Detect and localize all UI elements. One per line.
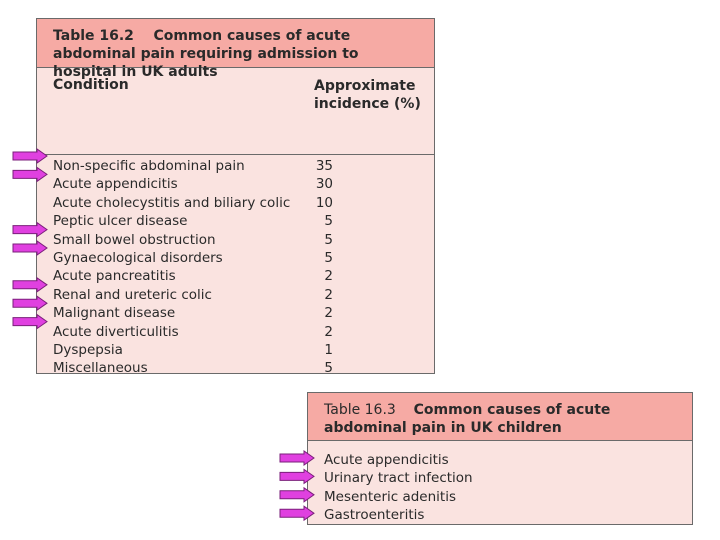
incidence-value: 2 bbox=[324, 305, 333, 322]
condition-name: Acute cholecystitis and biliary colic bbox=[53, 194, 291, 211]
table-row bbox=[37, 304, 434, 322]
condition-name: Acute diverticulitis bbox=[53, 323, 179, 340]
table-row bbox=[308, 488, 692, 506]
table-row bbox=[37, 212, 434, 230]
table-title: Common causes of acute abdominal pain in UK children bbox=[324, 402, 611, 436]
condition-name: Small bowel obstruction bbox=[53, 231, 216, 248]
table-row bbox=[37, 249, 434, 267]
incidence-value: 5 bbox=[324, 231, 333, 248]
incidence-value: 35 bbox=[315, 158, 333, 174]
table-caption bbox=[37, 19, 434, 80]
condition-name: Non-specific abdominal pain bbox=[53, 158, 245, 174]
table-row bbox=[37, 194, 434, 212]
condition-name: Dyspepsia bbox=[53, 341, 123, 358]
adult-causes-table bbox=[36, 18, 435, 377]
table-row bbox=[37, 157, 434, 175]
condition-name: Acute pancreatitis bbox=[53, 268, 176, 285]
incidence-value: 10 bbox=[315, 194, 333, 211]
incidence-value: 1 bbox=[324, 341, 333, 358]
column-header-condition: Condition bbox=[53, 77, 129, 93]
table-body bbox=[308, 451, 692, 525]
condition-name: Malignant disease bbox=[53, 305, 176, 322]
table-row bbox=[37, 341, 434, 359]
condition-name: Renal and ureteric colic bbox=[53, 286, 212, 303]
table-number: Table 16.3 bbox=[324, 402, 396, 418]
table-row bbox=[37, 286, 434, 304]
incidence-value: 2 bbox=[324, 323, 333, 340]
condition-name: Peptic ulcer disease bbox=[53, 213, 188, 230]
condition-name: Mesenteric adenitis bbox=[324, 488, 456, 505]
table-caption bbox=[308, 393, 692, 441]
column-header-incidence: Approximate incidence (%) bbox=[314, 78, 421, 112]
table-row bbox=[308, 451, 692, 469]
incidence-value: 2 bbox=[324, 268, 333, 285]
incidence-value: 5 bbox=[324, 249, 333, 266]
condition-name: Miscellaneous bbox=[53, 360, 148, 377]
table-header bbox=[37, 68, 434, 155]
condition-name: Urinary tract infection bbox=[324, 470, 473, 487]
condition-name: Gynaecological disorders bbox=[53, 249, 223, 266]
table-row bbox=[37, 175, 434, 193]
condition-name: Acute appendicitis bbox=[53, 176, 178, 193]
table-row bbox=[37, 359, 434, 377]
table-body bbox=[37, 157, 434, 378]
incidence-value: 5 bbox=[324, 213, 333, 230]
table-row bbox=[37, 231, 434, 249]
incidence-value: 2 bbox=[324, 286, 333, 303]
children-causes-table bbox=[307, 392, 693, 525]
incidence-value: 5 bbox=[324, 360, 333, 377]
condition-name: Gastroenteritis bbox=[324, 507, 425, 524]
table-row bbox=[308, 506, 692, 524]
incidence-value: 30 bbox=[315, 176, 333, 193]
table-row bbox=[37, 267, 434, 285]
table-row bbox=[308, 469, 692, 487]
table-row bbox=[37, 323, 434, 341]
condition-name: Acute appendicitis bbox=[324, 452, 449, 468]
table-title: Common causes of acute abdominal pain requiring admission to hospital in UK adults bbox=[53, 28, 359, 80]
table-number: Table 16.2 bbox=[53, 28, 134, 44]
